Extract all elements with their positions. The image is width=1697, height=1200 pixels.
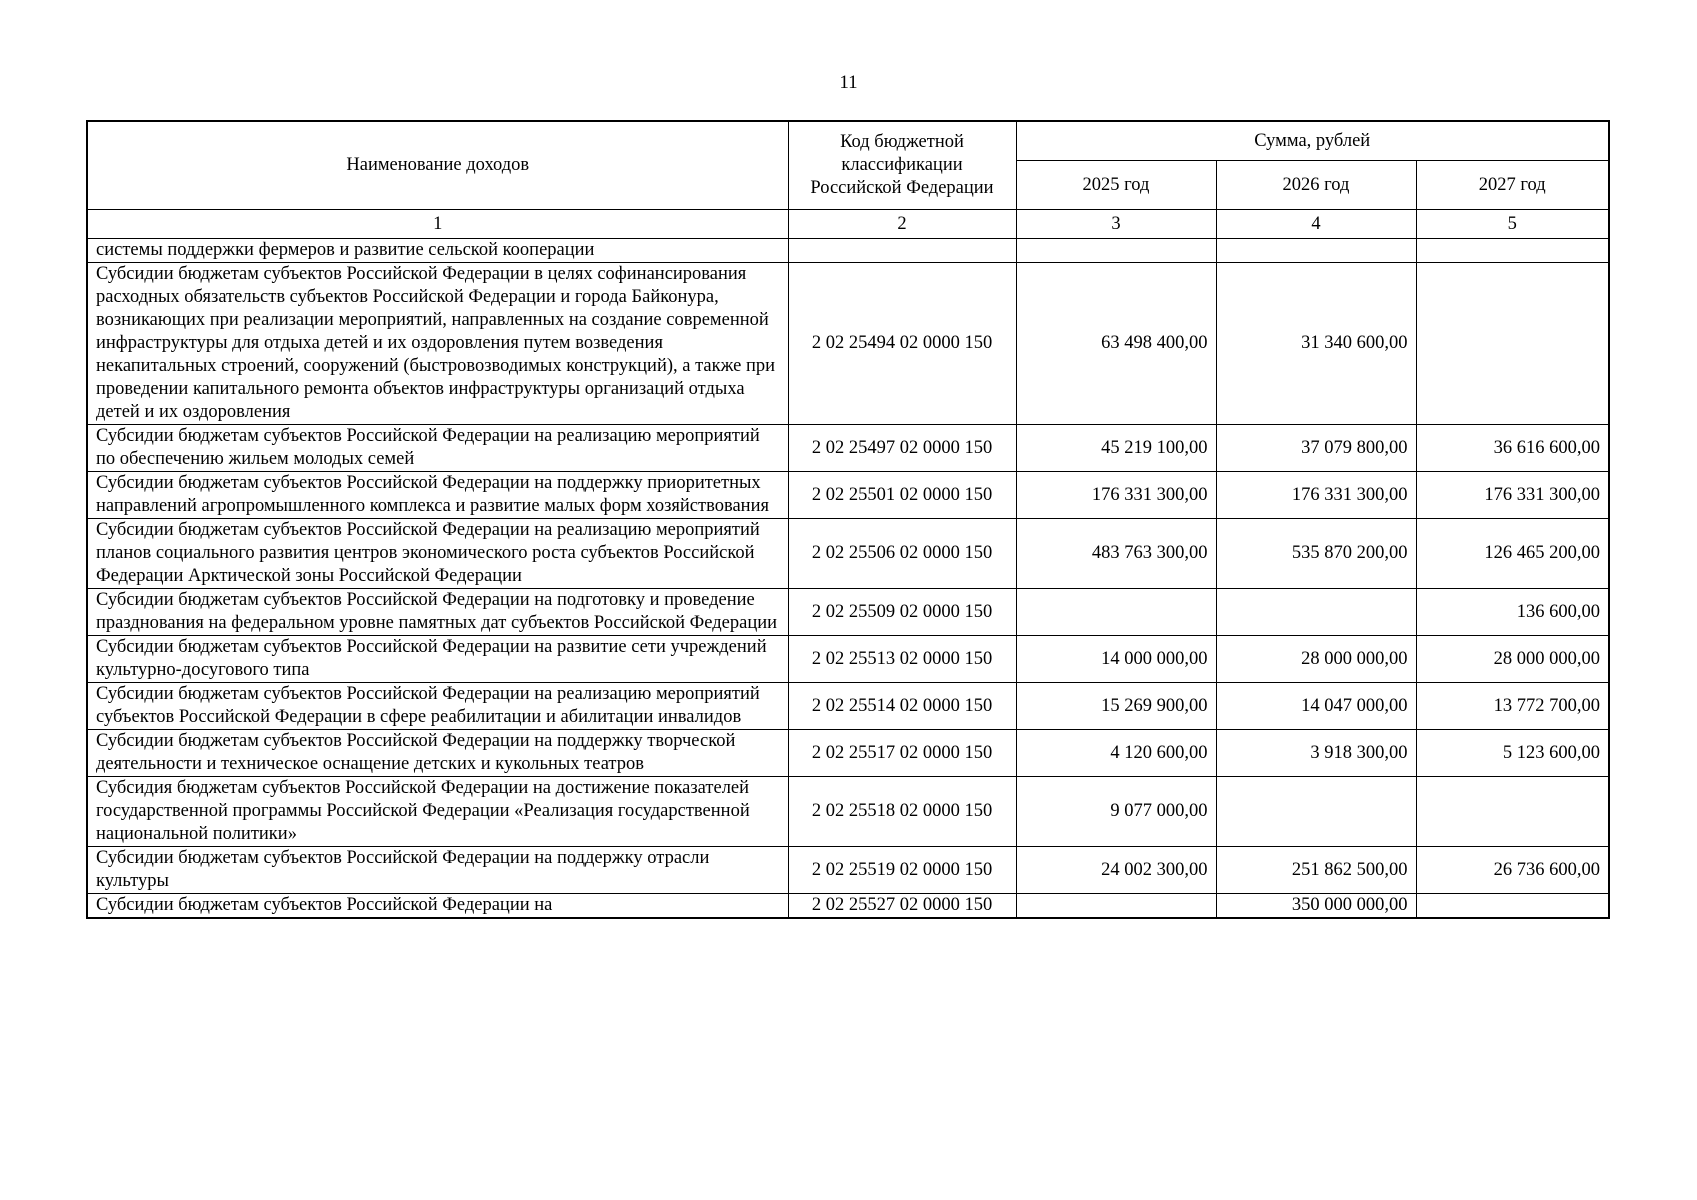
amount-2026-cell: 535 870 200,00 (1216, 519, 1416, 589)
budget-code-cell: 2 02 25518 02 0000 150 (788, 777, 1016, 847)
table-row (87, 472, 1609, 519)
table-row (87, 263, 1609, 425)
table-row (87, 777, 1609, 847)
column-index: 1 (87, 210, 788, 239)
amount-2025-cell: 9 077 000,00 (1016, 777, 1216, 847)
amount-2025-cell: 14 000 000,00 (1016, 636, 1216, 683)
amount-2026-cell: 28 000 000,00 (1216, 636, 1416, 683)
table-row (87, 847, 1609, 894)
table-row (87, 519, 1609, 589)
amount-2027-cell: 28 000 000,00 (1416, 636, 1609, 683)
budget-code-cell: 2 02 25501 02 0000 150 (788, 472, 1016, 519)
column-index-row (87, 210, 1609, 239)
column-index: 3 (1016, 210, 1216, 239)
amount-2026-cell: 3 918 300,00 (1216, 730, 1416, 777)
amount-2025-cell: 483 763 300,00 (1016, 519, 1216, 589)
header-year-2027: 2027 год (1416, 161, 1609, 210)
amount-2027-cell: 136 600,00 (1416, 589, 1609, 636)
amount-2025-cell: 45 219 100,00 (1016, 425, 1216, 472)
amount-2025-cell (1016, 589, 1216, 636)
header-budget-code: Код бюджетной классификации Российской Федерации (788, 121, 1016, 210)
amount-2025-cell (1016, 894, 1216, 919)
amount-2026-cell (1216, 239, 1416, 263)
amount-2025-cell: 24 002 300,00 (1016, 847, 1216, 894)
table-row (87, 239, 1609, 263)
budget-code-cell: 2 02 25506 02 0000 150 (788, 519, 1016, 589)
budget-code-cell: 2 02 25497 02 0000 150 (788, 425, 1016, 472)
budget-code-cell: 2 02 25514 02 0000 150 (788, 683, 1016, 730)
revenue-name-cell: Субсидия бюджетам субъектов Российской Федерации на достижение показателей государственной программы Российской Федерации «Реализация государственной национальной политики» (87, 777, 788, 847)
amount-2027-cell (1416, 263, 1609, 425)
amount-2026-cell: 14 047 000,00 (1216, 683, 1416, 730)
amount-2027-cell: 5 123 600,00 (1416, 730, 1609, 777)
amount-2026-cell (1216, 589, 1416, 636)
amount-2027-cell: 126 465 200,00 (1416, 519, 1609, 589)
amount-2027-cell: 26 736 600,00 (1416, 847, 1609, 894)
amount-2027-cell (1416, 894, 1609, 919)
table-row (87, 683, 1609, 730)
amount-2025-cell (1016, 239, 1216, 263)
amount-2025-cell: 15 269 900,00 (1016, 683, 1216, 730)
revenue-name-cell: Субсидии бюджетам субъектов Российской Федерации на поддержку отрасли культуры (87, 847, 788, 894)
amount-2025-cell: 63 498 400,00 (1016, 263, 1216, 425)
amount-2027-cell: 176 331 300,00 (1416, 472, 1609, 519)
revenue-name-cell: Субсидии бюджетам субъектов Российской Федерации на поддержку приоритетных направлений агропромышленного комплекса и развитие малых форм хозяйствования (87, 472, 788, 519)
revenue-name-cell: Субсидии бюджетам субъектов Российской Федерации на реализацию мероприятий по обеспечению жильем молодых семей (87, 425, 788, 472)
amount-2026-cell (1216, 777, 1416, 847)
header-sum: Сумма, рублей (1016, 121, 1609, 161)
budget-code-cell: 2 02 25513 02 0000 150 (788, 636, 1016, 683)
amount-2026-cell: 31 340 600,00 (1216, 263, 1416, 425)
revenue-name-cell: Субсидии бюджетам субъектов Российской Федерации в целях софинансирования расходных обязательств субъектов Российской Федерации и города Байконура, возникающих при реализации мероприятий, направленных на создание современной инфраструктуры для отдыха детей и их оздоровления путем возведения некапитальных строений, сооружений (быстровозводимых конструкций), а также при проведении капитального ремонта объектов инфраструктуры организаций отдыха детей и их оздоровления (87, 263, 788, 425)
column-index: 4 (1216, 210, 1416, 239)
amount-2026-cell: 251 862 500,00 (1216, 847, 1416, 894)
amount-2026-cell: 37 079 800,00 (1216, 425, 1416, 472)
budget-code-cell: 2 02 25509 02 0000 150 (788, 589, 1016, 636)
budget-code-cell: 2 02 25527 02 0000 150 (788, 894, 1016, 919)
header-year-2026: 2026 год (1216, 161, 1416, 210)
amount-2027-cell (1416, 239, 1609, 263)
revenue-name-cell: Субсидии бюджетам субъектов Российской Федерации на реализацию мероприятий планов социального развития центров экономического роста субъектов Российской Федерации Арктической зоны Российской Федерации (87, 519, 788, 589)
column-index: 5 (1416, 210, 1609, 239)
revenue-name-cell: Субсидии бюджетам субъектов Российской Федерации на реализацию мероприятий субъектов Российской Федерации в сфере реабилитации и абилитации инвалидов (87, 683, 788, 730)
amount-2025-cell: 176 331 300,00 (1016, 472, 1216, 519)
header-revenue-name: Наименование доходов (87, 121, 788, 210)
table-row (87, 894, 1609, 919)
amount-2025-cell: 4 120 600,00 (1016, 730, 1216, 777)
amount-2026-cell: 176 331 300,00 (1216, 472, 1416, 519)
budget-code-cell: 2 02 25519 02 0000 150 (788, 847, 1016, 894)
amount-2027-cell: 13 772 700,00 (1416, 683, 1609, 730)
budget-code-cell: 2 02 25517 02 0000 150 (788, 730, 1016, 777)
budget-code-cell: 2 02 25494 02 0000 150 (788, 263, 1016, 425)
revenue-name-cell: Субсидии бюджетам субъектов Российской Федерации на развитие сети учреждений культурно-досугового типа (87, 636, 788, 683)
revenue-name-cell: Субсидии бюджетам субъектов Российской Федерации на (87, 894, 788, 919)
table-row (87, 730, 1609, 777)
revenue-name-cell: системы поддержки фермеров и развитие сельской кооперации (87, 239, 788, 263)
revenue-name-cell: Субсидии бюджетам субъектов Российской Федерации на подготовку и проведение празднования на федеральном уровне памятных дат субъектов Российской Федерации (87, 589, 788, 636)
amount-2027-cell (1416, 777, 1609, 847)
column-index: 2 (788, 210, 1016, 239)
table-row (87, 589, 1609, 636)
page-number: 11 (839, 72, 858, 93)
revenue-name-cell: Субсидии бюджетам субъектов Российской Федерации на поддержку творческой деятельности и техническое оснащение детских и кукольных театров (87, 730, 788, 777)
table-body (87, 239, 1609, 919)
table-row (87, 425, 1609, 472)
budget-code-cell (788, 239, 1016, 263)
amount-2027-cell: 36 616 600,00 (1416, 425, 1609, 472)
header-year-2025: 2025 год (1016, 161, 1216, 210)
amount-2026-cell: 350 000 000,00 (1216, 894, 1416, 919)
table-row (87, 636, 1609, 683)
revenue-table (86, 120, 1610, 919)
